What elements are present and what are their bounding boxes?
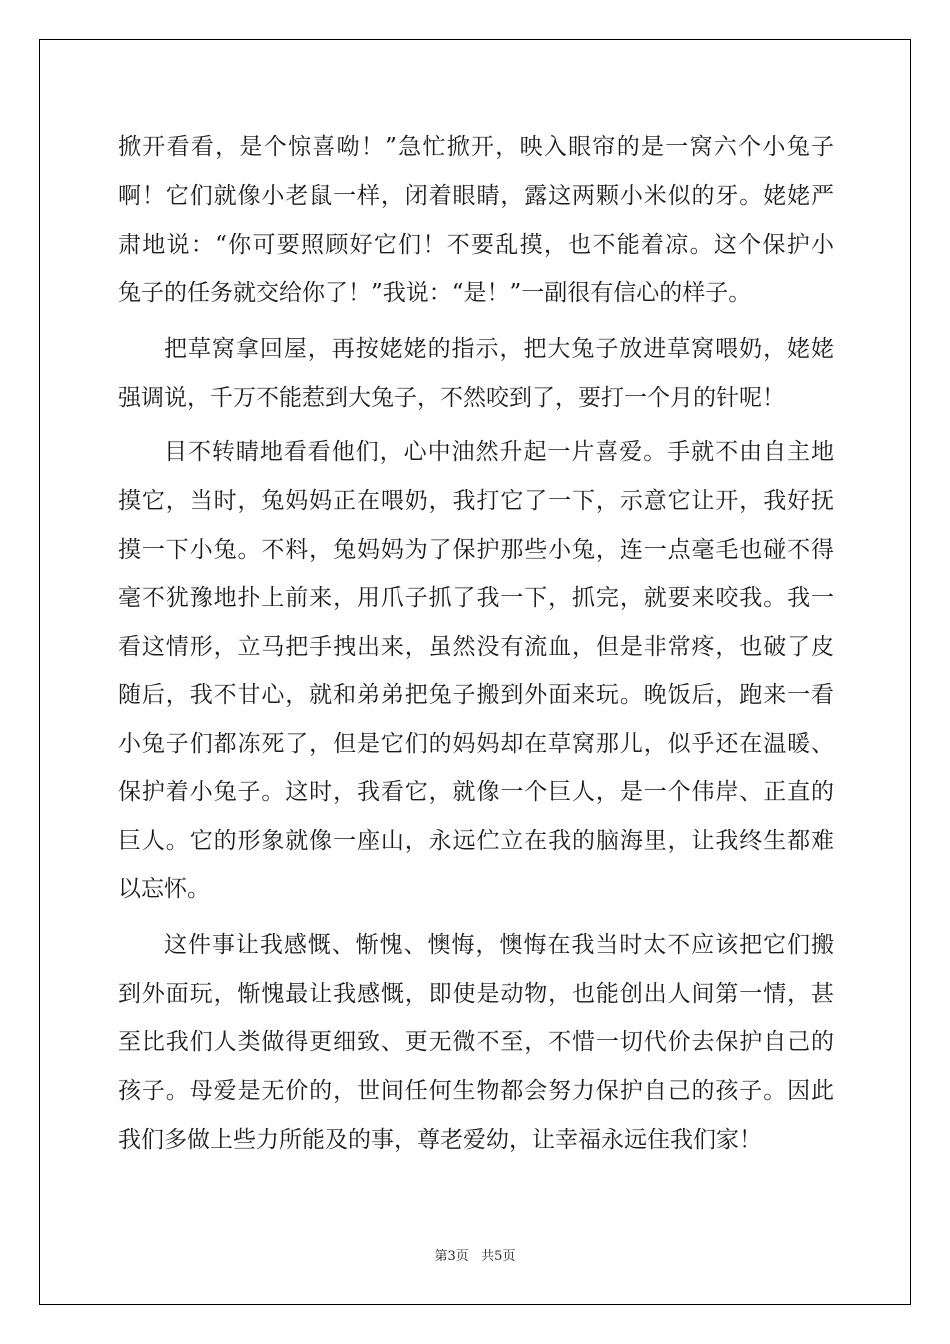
text-line: 小兔子们都冻死了，但是它们的妈妈却在草窝那儿，似乎还在温暖、	[118, 731, 834, 757]
text-line: 肃地说：“你可要照顾好它们！不要乱摸，也不能着凉。这个保护小	[118, 232, 834, 258]
text-line: 啊！它们就像小老鼠一样，闭着眼睛，露这两颗小米似的牙。姥姥严	[118, 183, 834, 209]
text-line: 毫不犹豫地扑上前来，用爪子抓了我一下，抓完，就要来咬我。我一	[118, 585, 834, 611]
text-line: 我们多做上些力所能及的事，尊老爱幼，让幸福永远住我们家！	[118, 1127, 762, 1153]
text-line: 以忘怀。	[118, 876, 210, 902]
text-line: 孩子。母爱是无价的，世间任何生物都会努力保护自己的孩子。因此	[118, 1078, 834, 1104]
text-line: 巨人。它的形象就像一座山，永远伫立在我的脑海里，让我终生都难	[118, 828, 834, 854]
text-line: 掀开看看，是个惊喜呦！”急忙掀开，映入眼帘的是一窝六个小兔子	[118, 134, 834, 160]
text-line: 至比我们人类做得更细致、更无微不至，不惜一切代价去保护自己的	[118, 1029, 834, 1055]
text-line: 强调说，千万不能惹到大兔子，不然咬到了，要打一个月的针呢！	[118, 385, 785, 411]
page-footer: 第3页 共5页	[434, 1249, 516, 1264]
text-line: 看这情形，立马把手拽出来，虽然没有流血，但是非常疼，也破了皮	[118, 634, 834, 660]
text-line: 摸一下小兔。不料，兔妈妈为了保护那些小兔，连一点毫毛也碰不得	[118, 537, 834, 563]
text-line: 把草窝拿回屋，再按姥姥的指示，把大兔子放进草窝喂奶，姥姥	[164, 336, 834, 362]
text-line: 到外面玩，惭愧最让我感慨，即使是动物，也能创出人间第一情，甚	[118, 981, 834, 1007]
text-line: 目不转睛地看看他们，心中油然升起一片喜爱。手就不由自主地	[164, 439, 834, 465]
text-line: 兔子的任务就交给你了！”我说：“是！”一副很有信心的样子。	[118, 280, 752, 306]
text-line: 保护着小兔子。这时，我看它，就像一个巨人，是一个伟岸、正直的	[118, 779, 834, 805]
text-line: 摸它，当时，兔妈妈正在喂奶，我打它了一下，示意它让开，我好抚	[118, 488, 834, 514]
text-line: 这件事让我感慨、惭愧、懊悔，懊悔在我当时太不应该把它们搬	[164, 932, 834, 958]
text-line: 随后，我不甘心，就和弟弟把兔子搬到外面来玩。晚饭后，跑来一看	[118, 682, 834, 708]
